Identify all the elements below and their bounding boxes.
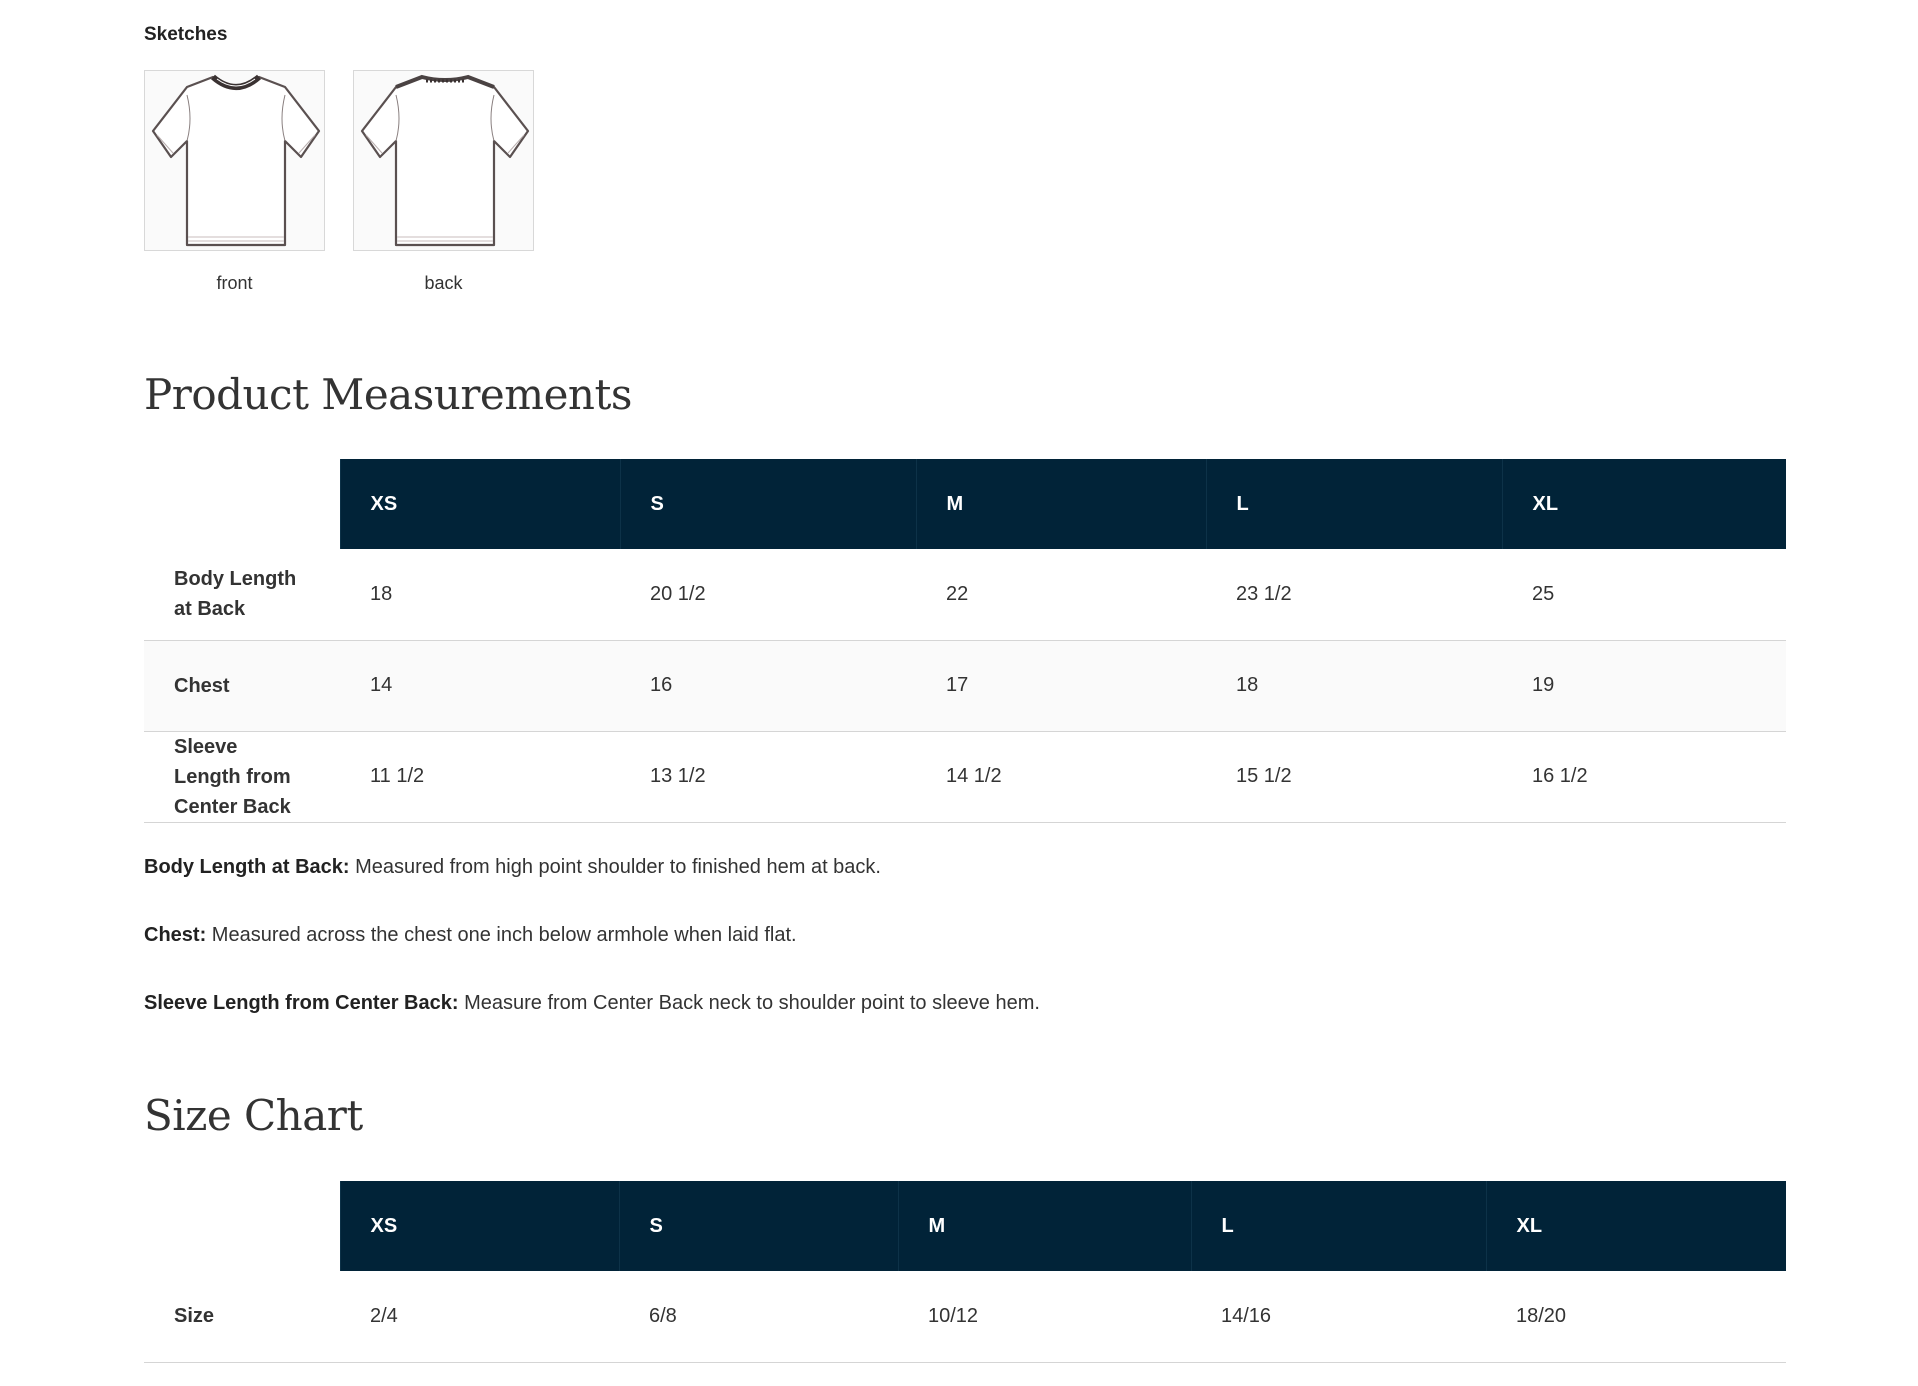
table-cell: 14	[340, 640, 620, 731]
column-header-s: S	[620, 459, 916, 549]
column-header-s: S	[619, 1181, 898, 1271]
table-cell: 25	[1502, 549, 1786, 640]
column-header-m: M	[916, 459, 1206, 549]
table-cell: 11 1/2	[340, 731, 620, 822]
row-label-chest: Chest	[144, 640, 340, 731]
table-cell: 16	[620, 640, 916, 731]
column-header-l: L	[1191, 1181, 1486, 1271]
column-header-xs: XS	[340, 1181, 619, 1271]
size-chart-title: Size Chart	[144, 1091, 363, 1140]
table-cell: 2/4	[340, 1271, 619, 1362]
table-cell: 22	[916, 549, 1206, 640]
table-cell: 15 1/2	[1206, 731, 1502, 822]
table-row	[144, 549, 1786, 640]
note-term: Body Length at Back:	[144, 856, 350, 878]
row-label-body-length	[144, 549, 340, 640]
table-cell: 18/20	[1486, 1271, 1786, 1362]
size-chart-table	[144, 1181, 1786, 1363]
sketches-heading: Sketches	[144, 24, 228, 45]
column-header-l: L	[1206, 459, 1502, 549]
measurement-notes	[144, 856, 1040, 1060]
table-cell: 20 1/2	[620, 549, 916, 640]
table-header-row	[144, 1181, 1786, 1271]
tshirt-front-icon	[147, 73, 323, 249]
sketch-gallery	[144, 70, 534, 294]
note-text: Measured from high point shoulder to finished hem at back.	[349, 856, 881, 878]
note-chest	[144, 924, 1040, 992]
table-row	[144, 731, 1786, 822]
table-cell: 19	[1502, 640, 1786, 731]
column-header-xl: XL	[1502, 459, 1786, 549]
product-measurements-title: Product Measurements	[144, 370, 632, 419]
table-cell: 16 1/2	[1502, 731, 1786, 822]
table-header-row	[144, 459, 1786, 549]
header-blank-cell	[144, 459, 340, 549]
sketch-front-caption: front	[216, 273, 253, 293]
sketch-back-caption: back	[424, 273, 463, 293]
table-cell: 6/8	[619, 1271, 898, 1362]
row-label-text: Sleeve Length from Center Back	[174, 735, 291, 818]
sketch-back[interactable]	[353, 70, 534, 294]
table-cell: 18	[340, 549, 620, 640]
table-row	[144, 1271, 1786, 1362]
sketch-front[interactable]	[144, 70, 325, 294]
table-row	[144, 640, 1786, 731]
note-body-length	[144, 856, 1040, 924]
table-cell: 17	[916, 640, 1206, 731]
table-cell: 10/12	[898, 1271, 1191, 1362]
row-label-size: Size	[144, 1271, 340, 1362]
product-measurements-table	[144, 459, 1786, 823]
table-cell: 13 1/2	[620, 731, 916, 822]
note-term: Chest:	[144, 924, 207, 946]
table-cell: 18	[1206, 640, 1502, 731]
row-label-sleeve-length	[144, 731, 340, 822]
sketch-back-thumbnail[interactable]	[353, 70, 534, 251]
table-cell: 23 1/2	[1206, 549, 1502, 640]
column-header-m: M	[898, 1181, 1191, 1271]
note-text: Measure from Center Back neck to shoulder point to sleeve hem.	[458, 992, 1040, 1014]
sketch-front-thumbnail[interactable]	[144, 70, 325, 251]
note-text: Measured across the chest one inch below armhole when laid flat.	[206, 924, 797, 946]
table-cell: 14/16	[1191, 1271, 1486, 1362]
note-term: Sleeve Length from Center Back:	[144, 992, 459, 1014]
tshirt-back-icon	[356, 73, 532, 249]
note-sleeve-length	[144, 992, 1040, 1060]
header-blank-cell	[144, 1181, 340, 1271]
table-cell: 14 1/2	[916, 731, 1206, 822]
column-header-xl: XL	[1486, 1181, 1786, 1271]
column-header-xs: XS	[340, 459, 620, 549]
row-label-text: Body Length at Back	[174, 568, 297, 621]
